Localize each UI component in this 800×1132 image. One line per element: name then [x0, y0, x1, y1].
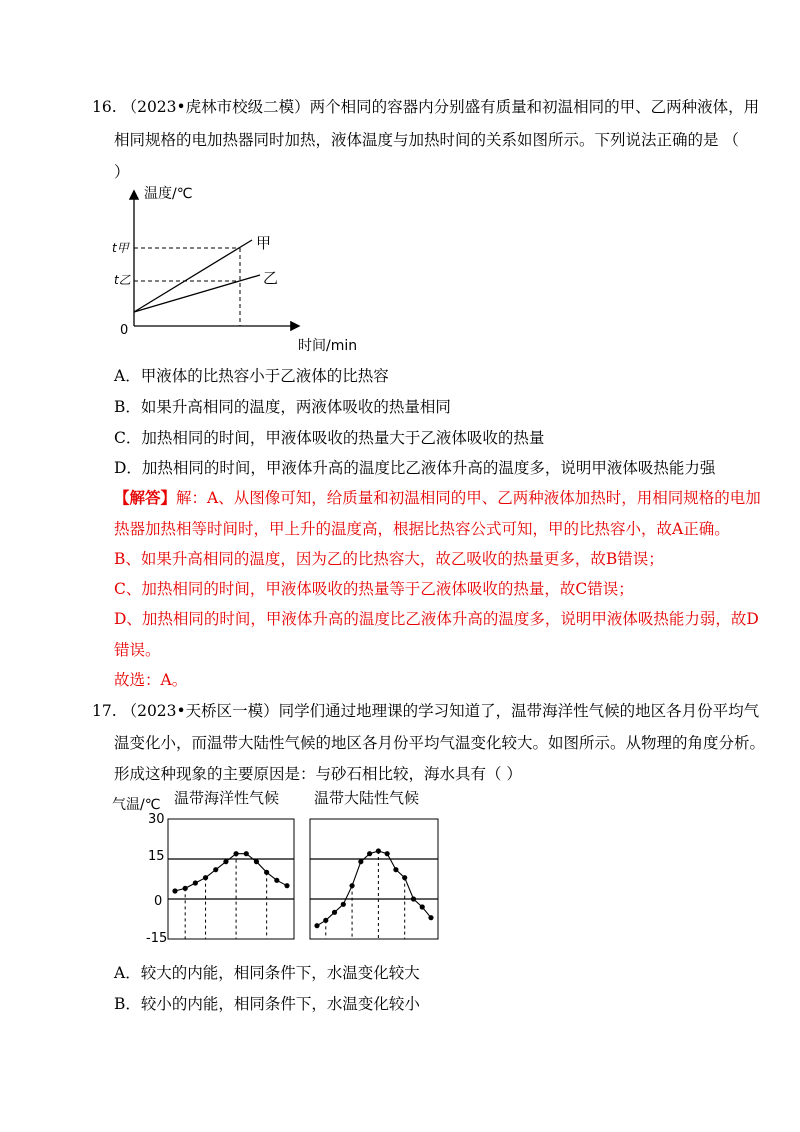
- continental-point-4: [341, 902, 346, 907]
- q16-option-b: B．如果升高相同的温度，两液体吸收的热量相同: [114, 398, 451, 416]
- continental-point-2: [323, 918, 328, 923]
- q16-option-d: D．加热相同的时间，甲液体升高的温度比乙液体升高的温度多，说明甲液体吸热能力强: [114, 459, 716, 477]
- q17-option-a: A．较大的内能，相同条件下，水温变化较大: [114, 964, 420, 982]
- q16-label-jia: 甲: [256, 234, 272, 252]
- q16-line3: ）: [114, 163, 130, 181]
- q16-ylabel: 温度/℃: [144, 186, 193, 202]
- q17-ylabel: 气温/℃: [112, 797, 161, 813]
- answer-text-1: 解：A、从图像可知，给质量和初温相同的甲、乙两种液体加热时，用相同规格的电加: [176, 489, 761, 507]
- q16-t-yi: t乙: [114, 273, 131, 287]
- continental-point-10: [393, 867, 398, 872]
- ocean-point-6: [223, 859, 228, 864]
- q17-line1: 17. （2023•天桥区一模）同学们通过地理课的学习知道了，温带海洋性气候的地区各月份平均气: [92, 702, 760, 720]
- q17-tick-30: 30: [148, 812, 165, 827]
- q17-line2: 温变化小，而温带大陆性气候的地区各月份平均气温变化较大。如图所示。从物理的角度分析。: [114, 734, 766, 752]
- answer-line7: 故选：A。: [114, 671, 188, 689]
- continental-point-6: [358, 859, 363, 864]
- ocean-point-5: [213, 867, 218, 872]
- q16-t-jia: t甲: [112, 241, 129, 255]
- ocean-point-11: [274, 878, 279, 883]
- ocean-point-9: [254, 859, 259, 864]
- q16-line1: 16. （2023•虎林市校级二模）两个相同的容器内分别盛有质量和初温相同的甲、乙两种液体，用: [92, 98, 760, 116]
- q17-continental-panel: [310, 819, 438, 939]
- q17-tick-0: 0: [154, 894, 163, 909]
- answer-line2: 热器加热相等时间时，甲上升的温度高，根据比热容公式可知，甲的比热容小，故A正确。: [114, 520, 730, 538]
- q16-option-c: C．加热相同的时间，甲液体吸收的热量大于乙液体吸收的热量: [114, 429, 545, 447]
- continental-point-13: [420, 904, 425, 909]
- q16-line2: 相同规格的电加热器同时加热，液体温度与加热时间的关系如图所示。下列说法正确的是 （: [114, 131, 739, 149]
- answer-line5: D、加热相同的时间，甲液体升高的温度比乙液体升高的温度多，说明甲液体吸热能力弱，故D: [114, 610, 759, 628]
- continental-point-12: [411, 896, 416, 901]
- q16-line-jia: [134, 240, 252, 312]
- ocean-point-12: [284, 883, 289, 888]
- q17-tick-neg15: -15: [146, 931, 168, 946]
- continental-point-1: [314, 923, 319, 928]
- q16-origin: 0: [120, 323, 129, 338]
- q17-tick-15: 15: [148, 849, 165, 864]
- continental-point-7: [367, 851, 372, 856]
- answer-tag: 【解答】: [114, 488, 177, 507]
- continental-point-8: [376, 848, 381, 853]
- answer-line6: 错误。: [114, 641, 161, 659]
- q16-xlabel: 时间/min: [298, 338, 358, 354]
- q16-option-a: A．甲液体的比热容小于乙液体的比热容: [114, 367, 389, 385]
- answer-line1: [114, 488, 761, 508]
- ocean-point-1: [172, 888, 177, 893]
- continental-point-5: [349, 883, 354, 888]
- q17-title-left: 温带海洋性气候: [174, 789, 280, 807]
- ocean-point-2: [183, 886, 188, 891]
- continental-frame: [310, 819, 438, 939]
- continental-point-3: [332, 910, 337, 915]
- continental-point-14: [428, 915, 433, 920]
- q16-label-yi: 乙: [263, 269, 279, 287]
- answer-line4: C、加热相同的时间，甲液体吸收的热量等于乙液体吸收的热量，故C错误；: [114, 580, 634, 598]
- q17-line3: 形成这种现象的主要原因是：与砂石相比较，海水具有（ ）: [114, 765, 522, 783]
- ocean-point-4: [203, 875, 208, 880]
- q17-climate-charts: [110, 785, 450, 950]
- ocean-point-8: [244, 851, 249, 856]
- q17-title-right: 温带大陆性气候: [314, 789, 420, 807]
- q17-ocean-panel: [168, 819, 294, 939]
- continental-point-11: [402, 875, 407, 880]
- ocean-point-10: [264, 870, 269, 875]
- ocean-point-7: [233, 851, 238, 856]
- ocean-point-3: [193, 880, 198, 885]
- continental-point-9: [385, 851, 390, 856]
- q17-option-b: B．较小的内能，相同条件下，水温变化较小: [114, 995, 420, 1013]
- q16-graph: [110, 182, 358, 360]
- answer-line3: B、如果升高相同的温度，因为乙的比热容大，故乙吸收的热量更多，故B错误；: [114, 550, 664, 568]
